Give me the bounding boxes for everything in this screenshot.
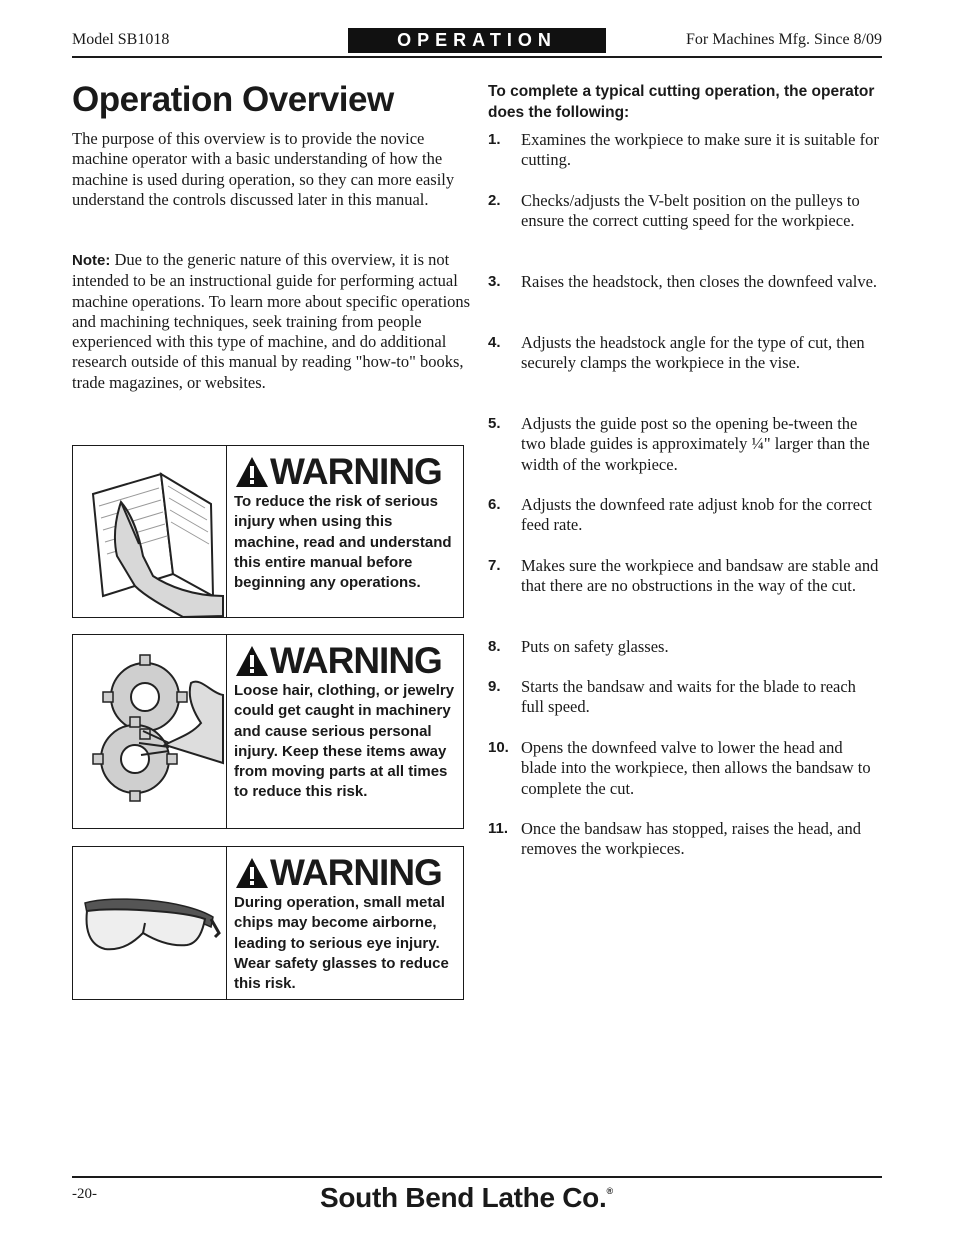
warning-triangle-icon (235, 856, 269, 890)
step-text: Checks/adjusts the V-belt position on the pulleys to ensure the correct cutting speed for the workpiece. (521, 191, 860, 231)
manual-reading-icon (73, 446, 227, 617)
section-banner: OPERATION (348, 28, 606, 53)
step-number: 6. (488, 496, 501, 513)
step-number: 2. (488, 192, 501, 209)
warning-heading (235, 853, 442, 893)
step-text: Puts on safety glasses. (521, 637, 669, 656)
step-number: 8. (488, 638, 501, 655)
step-text: Examines the workpiece to make sure it is suitable for cutting. (521, 130, 879, 170)
step-number: 4. (488, 334, 501, 351)
note-paragraph (72, 250, 472, 393)
brand-name: South Bend Lathe Co. (320, 1182, 607, 1213)
warning-heading-text: WARNING (270, 451, 442, 492)
warning-triangle-icon (235, 644, 269, 678)
registered-mark: ® (606, 1186, 613, 1196)
page-number: -20- (72, 1186, 97, 1202)
warning-text: During operation, small metal chips may become airborne, leading to serious eye injury. Wear safety glasses to reduce this risk. (234, 894, 449, 993)
step-text: Opens the downfeed valve to lower the head and blade into the workpiece, then allows the bandsaw to complete the cut. (521, 738, 871, 798)
gear-entanglement-icon (73, 635, 227, 828)
step-text: Makes sure the workpiece and bandsaw are stable and that there are no obstructions in the way of the cut. (521, 556, 879, 596)
step-text: Adjusts the guide post so the opening be-tween the two blade guides is approximately ¼" larger than the width of the workpiece. (521, 414, 870, 474)
warning-triangle-icon (235, 455, 269, 489)
warning-heading (235, 452, 442, 492)
safety-glasses-icon (73, 847, 227, 999)
warning-box-eye (72, 846, 464, 1000)
intro-paragraph: The purpose of this overview is to provide the novice machine operator with a basic understanding of how the machine is used during operation, so they can more easily understand the controls discussed later in this manual. (72, 129, 455, 209)
note-label: Note: (72, 252, 111, 269)
step-text: Raises the headstock, then closes the downfeed valve. (521, 272, 878, 291)
warning-box-manual (72, 445, 464, 618)
step-text: Adjusts the headstock angle for the type of cut, then securely clamps the workpiece in the vise. (521, 333, 865, 373)
page-footer (72, 1176, 882, 1213)
note-text: Due to the generic nature of this overview, it is not intended to be an instructional guide for performing actual machine operations. To learn more about specific operations and machining techniques, seek training from people experienced with this type of machine, and do additional research outside of this manual by reading "how-to" books, trade magazines, or websites. (72, 250, 471, 392)
machines-date-label: For Machines Mfg. Since 8/09 (686, 31, 882, 48)
step-text: Starts the bandsaw and waits for the blade to reach full speed. (521, 677, 856, 717)
step-number: 10. (488, 739, 509, 756)
warning-box-entanglement (72, 634, 464, 829)
step-number: 1. (488, 131, 501, 148)
step-number: 7. (488, 557, 501, 574)
brand-logo (320, 1182, 613, 1214)
model-label: Model SB1018 (72, 31, 170, 48)
step-number: 9. (488, 678, 501, 695)
warning-text: Loose hair, clothing, or jewelry could get caught in machinery and cause serious personal injury. Keep these items away from moving parts at all times to reduce this risk. (234, 682, 455, 801)
page-title: Operation Overview (72, 80, 394, 119)
page-header (72, 26, 882, 58)
step-number: 3. (488, 273, 501, 290)
step-text: Adjusts the downfeed rate adjust knob for the correct feed rate. (521, 495, 872, 535)
warning-heading-text: WARNING (270, 852, 442, 893)
steps-intro: To complete a typical cutting operation, the operator does the following: (488, 83, 875, 121)
step-number: 11. (488, 820, 509, 837)
step-text: Once the bandsaw has stopped, raises the head, and removes the workpieces. (521, 819, 861, 859)
warning-heading (235, 641, 442, 681)
step-number: 5. (488, 415, 501, 432)
warning-heading-text: WARNING (270, 640, 442, 681)
warning-text: To reduce the risk of serious injury when using this machine, read and understand this entire manual before beginning any operations. (234, 493, 452, 592)
